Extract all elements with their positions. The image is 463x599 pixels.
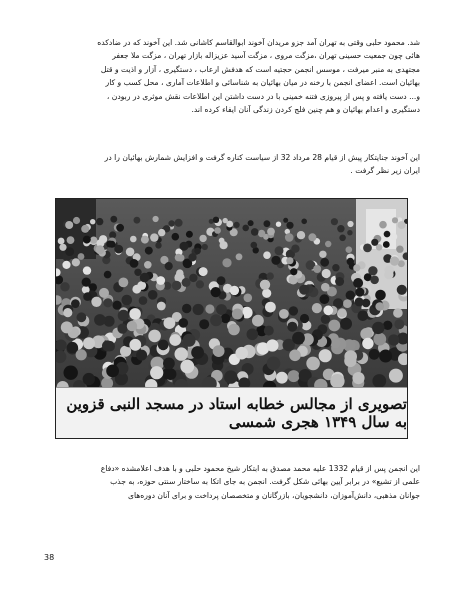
paragraph-2 bbox=[44, 151, 420, 178]
text-line: مجتهدی به منبر میرفت ، موسس انجمن حجتیه است که هدفش ارعاب ، دستگیری ، آزار و اذیت و قتل bbox=[100, 64, 420, 74]
crowd-photo-image bbox=[56, 199, 407, 388]
text-line: این انجمن پس از قیام 1332 علیه محمد مصدق به ابتکار شیخ محمود حلبی و با هدف اعلامشده «دفاع bbox=[100, 464, 420, 473]
crowd-photo bbox=[55, 198, 408, 439]
text-line: این آخوند جنایتکار پیش از قیام 28 مرداد 32 از سیاست کناره گرفت و افزایش شمارش بهائیان را در bbox=[104, 153, 420, 162]
text-line: علمی از تشیع» در برابر آیین بهائی شکل گرفت. انجمن به جای اتکا به ساختار سنتی حوزه، به جذب bbox=[110, 477, 420, 487]
paragraph-3 bbox=[44, 462, 420, 502]
text-line: جوانان مذهبی، دانش‌آموزان، دانشجویان، بازرگانان و متخصصان پرداخت و برای آنان دوره‌های bbox=[128, 490, 420, 500]
text-line: شد. محمود حلبی وقتی به تهران آمد جزو مریدان آخوند ابوالقاسم کاشانی شد. این آخوند که در ضادکده bbox=[97, 38, 420, 47]
page-number: 38 bbox=[44, 553, 55, 562]
text-line: بهائیان است. اعضای انجمن با رخنه در میان بهائیان به شناسائی و اطلاعات آماری ، محل کسب و کار bbox=[105, 78, 420, 88]
paragraph-1 bbox=[44, 36, 420, 116]
photo-caption: تصویری از مجالس خطابه استاد در مسجد النبی قزوین به سال ۱۳۴۹ هجری شمسی bbox=[56, 387, 407, 438]
text-line: دستگیری و اعدام بهائیان و هم چنین فلج کردن زندگی آنان ایفاء کرده اند. bbox=[191, 105, 420, 115]
text-line: و... دست یافته و پس از پیروزی فتنه خمینی با در دست داشتن این اطلاعات نقش موثری در ربودن ، bbox=[106, 91, 420, 101]
text-line: ایران زیر نظر گرفت . bbox=[350, 166, 420, 176]
text-line: هائی چون جمعیت حسینی تهران ،مزگت مروی ، مزگت آسید عزیزاله بازار تهران ، مزگت ملا جعفر bbox=[112, 51, 420, 61]
